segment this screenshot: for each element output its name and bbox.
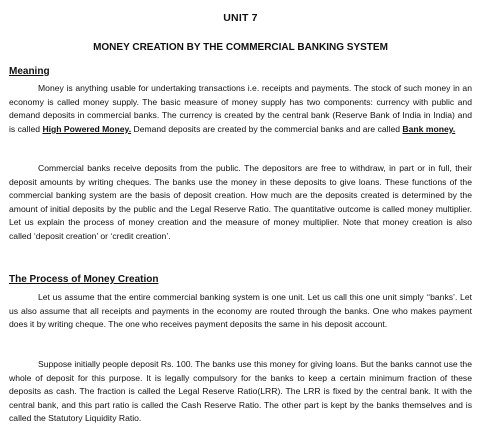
unit-label: UNIT 7	[223, 12, 258, 24]
key-term-bank-money: Bank money.	[402, 123, 456, 134]
paragraph-text: Money is anything usable for undertaking transactions i.e. receipts and payments. The stock of such money in an economy is called money supply. The basic measure of money supply has two components: currency with public and demand deposits in commercial banks. The currency is created by the central bank (Reserve Bank of India in India) and is called	[9, 83, 472, 134]
paragraph-process-2: Suppose initially people deposit Rs. 100. The banks use this money for giving loans. But the banks cannot use the whole of deposit for this purpose. It is legally compulsory for the banks to keep a certain minimum fraction of these deposits as cash. The fraction is called the Legal Reserve Ratio(LRR). The LRR is fixed by the central bank. It with the central bank, and this part ratio is called the Cash Reserve Ratio. The other part is kept by the banks themselves and is called the Statutory Liquidity Ratio.	[9, 359, 472, 424]
section-heading-process: The Process of Money Creation	[9, 274, 159, 285]
key-term-high-powered-money: High Powered Money.	[42, 123, 132, 134]
section-heading-meaning: Meaning	[9, 66, 50, 77]
paragraph-process-1: Let us assume that the entire commercial banking system is one unit. Let us call this one unit simply ‘‘banks’. Let us also assume that all receipts and payments in the economy are routed through the banks. One who makes payment does it by writing cheque. The one who receives payment deposits the same in his deposit account.	[9, 292, 472, 330]
paragraph-meaning-1	[9, 82, 472, 136]
chapter-title: MONEY CREATION BY THE COMMERCIAL BANKING SYSTEM	[93, 42, 388, 53]
paragraph-meaning-2: Commercial banks receive deposits from the public. The depositors are free to withdraw, in part or in full, their deposit amounts by writing cheques. The banks use the money in these deposits to give loans. These functions of the commercial banking system are the basis of deposit creation. How much are the deposits created is determined by the amount of initial deposits by the public and the Legal Reserve Ratio. The quantitative outcome is called money multiplier. Let us explain the process of money creation and the measure of money multiplier. Note that money creation is also called ‘deposit creation’ or ‘credit creation’.	[9, 163, 472, 241]
paragraph-text: Demand deposits are created by the commercial banks and are called	[131, 123, 403, 134]
